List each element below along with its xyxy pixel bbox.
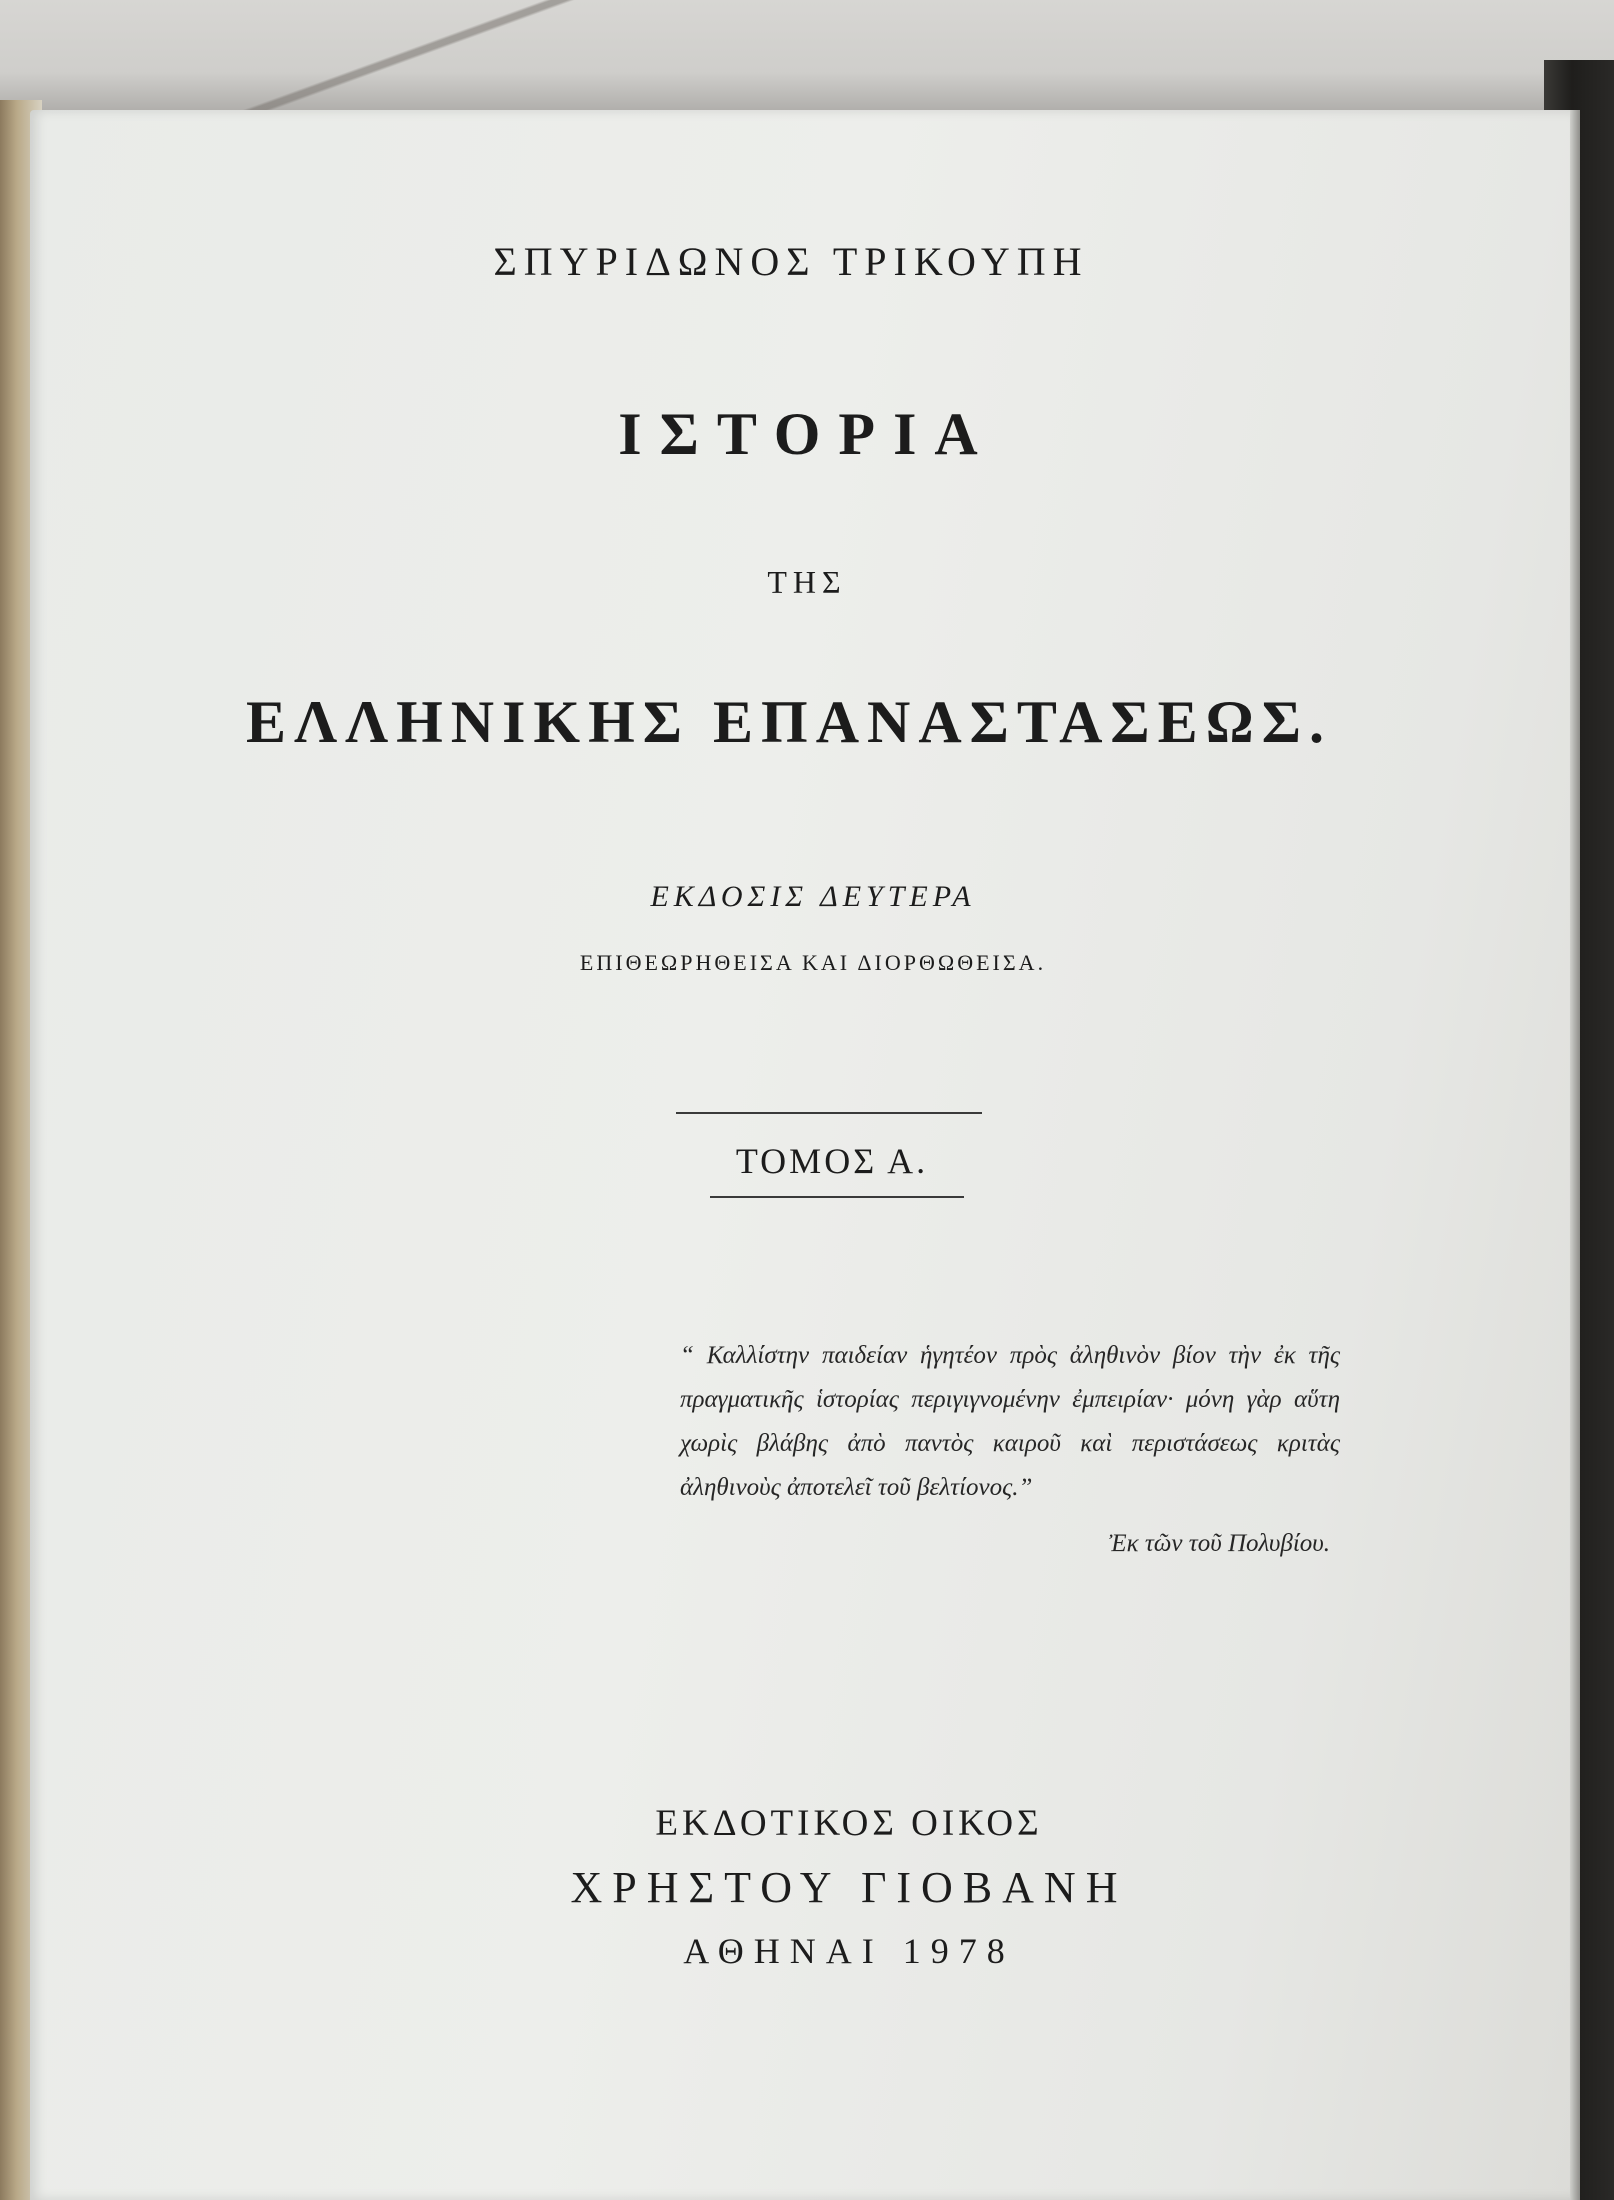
volume-rule-top xyxy=(676,1112,982,1114)
title-connector: ΤΗΣ xyxy=(767,564,847,600)
book-title: ΙΣΤΟΡΙΑ xyxy=(618,401,996,467)
epigraph-source: Ἐκ τῶν τοῦ Πολυβίου. xyxy=(1108,1530,1330,1557)
publisher-name: ΧΡΗΣΤΟΥ ΓΙΟΒΑΝΗ xyxy=(570,1863,1128,1912)
publishing-house: ΕΚΔΟΤΙΚΟΣ ΟΙΚΟΣ xyxy=(655,1803,1043,1844)
epigraph-quote: “ Καλλίστην παιδείαν ἡγητέον πρὸς ἀληθινὸν βίον τὴν ἐκ τῆς πραγματικῆς ἱστορίας περιγιγνομένην ἐμπειρίαν· μόνη γὰρ αὕτη χωρὶς βλάβης ἀπὸ παντὸς καιροῦ καὶ περιστάσεως κριτὰς ἀληθινοὺς ἀποτελεῖ τοῦ βελτίονος.” xyxy=(680,1342,1340,1501)
volume-label: ΤΟΜΟΣ Α. xyxy=(735,1141,929,1181)
revision-note: ΕΠΙΘΕΩΡΗΘΕΙΣΑ ΚΑΙ ΔΙΟΡΘΩΘΕΙΣΑ. xyxy=(579,950,1047,975)
edition-label: ΕΚΔΟΣΙΣ ΔΕΥΤΕΡΑ xyxy=(650,880,976,913)
volume-rule-bottom xyxy=(710,1196,964,1198)
place-and-year: ΑΘΗΝΑΙ 1978 xyxy=(683,1931,1015,1971)
backdrop-cable xyxy=(0,0,1614,120)
book-subject: ΕΛΛΗΝΙΚΗΣ ΕΠΑΝΑΣΤΑΣΕΩΣ. xyxy=(246,689,1332,755)
author-name: ΣΠΥΡΙΔΩΝΟΣ ΤΡΙΚΟΥΠΗ xyxy=(493,239,1089,284)
